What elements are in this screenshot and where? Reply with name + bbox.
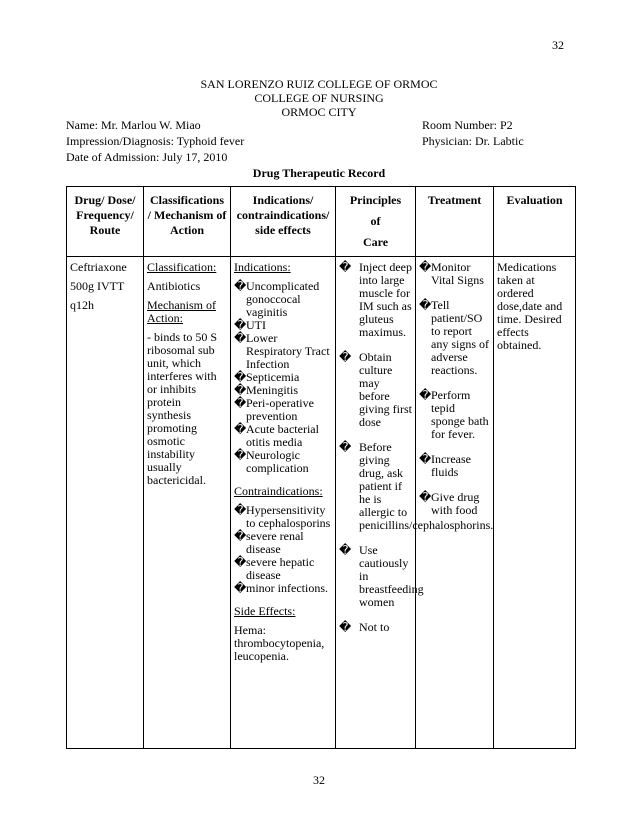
contraindication-item: �severe renal disease <box>234 529 304 556</box>
bullet-icon: � <box>339 440 352 454</box>
treatment-item: �Increase fluids <box>419 452 471 479</box>
record-title: Drug Therapeutic Record <box>252 166 386 180</box>
treatment-item: �Perform tepid sponge bath for fever. <box>419 388 489 441</box>
header-row <box>67 187 576 257</box>
drug-row <box>67 257 576 749</box>
bullet-icon: � <box>234 318 247 332</box>
drug-dose: 500g IVTT <box>70 279 125 293</box>
contraindication-item: �Hypersensitivity to cephalosporins <box>234 503 331 530</box>
bullet-icon: � <box>234 279 247 293</box>
moa-text: - binds to 50 S ribosomal sub unit, which interferes with or inhibits protein synthesis promoting osmotic instability usually bactericidal. <box>147 330 218 487</box>
bullet-icon: � <box>419 452 432 466</box>
header-principles <box>336 187 416 257</box>
admission-date: Date of Admission: July 17, 2010 <box>66 150 228 164</box>
header-principles-line3: Care <box>362 235 389 249</box>
classification-value: Antibiotics <box>147 279 201 293</box>
bullet-icon: � <box>234 331 247 345</box>
page-number-bottom: 32 <box>313 773 325 787</box>
treatment-item: �Monitor Vital Signs <box>419 260 484 287</box>
college-name: COLLEGE OF NURSING <box>254 91 384 105</box>
header-principles-line2: of <box>370 214 381 228</box>
bullet-icon: � <box>419 298 432 312</box>
indication-item: �Meningitis <box>234 383 299 397</box>
indication-item: �Acute bacterial otitis media <box>234 422 319 449</box>
side-effects-label: Side Effects: <box>234 604 296 618</box>
principle-item: � Inject deep into large muscle for IM such as gluteus maximus. <box>339 260 412 339</box>
principle-item: � Obtain culture may before giving first dose <box>339 350 412 429</box>
city-name: ORMOC CITY <box>281 105 357 119</box>
indication-item: �UTI <box>234 318 266 332</box>
principle-item: � Before giving drug, ask patient if he is allergic to penicillins/cephalosphorins. <box>339 440 494 532</box>
indication-item: �Neurologic complication <box>234 448 309 475</box>
bullet-icon: � <box>339 260 352 274</box>
indication-item: �Uncomplicated gonoccocal vaginitis <box>234 279 320 319</box>
patient-diagnosis: Impression/Diagnosis: Typhoid fever <box>66 134 245 148</box>
bullet-icon: � <box>234 396 247 410</box>
bullet-icon: � <box>234 422 247 436</box>
bullet-icon: � <box>419 388 432 402</box>
header-principles-line1: Principles <box>349 193 402 207</box>
header-evaluation: Evaluation <box>494 187 576 257</box>
indications-label: Indications: <box>234 260 291 274</box>
bullet-icon: � <box>234 529 247 543</box>
moa-label: Mechanism of Action: <box>147 298 216 325</box>
bullet-icon: � <box>234 383 247 397</box>
principle-item: � Use cautiously in breastfeeding women <box>339 543 424 609</box>
school-name: SAN LORENZO RUIZ COLLEGE OF ORMOC <box>200 77 438 91</box>
bullet-icon: � <box>339 543 352 557</box>
principle-item: � Not to <box>339 620 390 634</box>
indication-item: �Lower Respiratory Tract Infection <box>234 331 330 371</box>
treatment-cell <box>416 257 494 749</box>
contraindication-item: �minor infections. <box>234 581 328 595</box>
drug-name: Ceftriaxone <box>70 260 127 274</box>
side-effects-text: Hema: thrombocytopenia, leucopenia. <box>234 623 325 663</box>
bullet-icon: � <box>419 490 432 504</box>
indication-item: �Septicemia <box>234 370 300 384</box>
bullet-icon: � <box>234 503 247 517</box>
header-treatment: Treatment <box>416 187 494 257</box>
drug-therapeutic-table <box>66 186 576 749</box>
evaluation-cell <box>494 257 576 749</box>
treatment-item: �Give drug with food <box>419 490 480 517</box>
bullet-icon: � <box>234 370 247 384</box>
bullet-icon: � <box>234 555 247 569</box>
room-number: Room Number: P2 <box>422 118 513 132</box>
treatment-item: �Tell patient/SO to report any signs of adverse reactions. <box>419 298 489 377</box>
classification-cell <box>144 257 231 749</box>
drug-cell <box>67 257 144 749</box>
indications-cell <box>231 257 336 749</box>
evaluation-text: Medications taken at ordered dose,date and time. Desired effects obtained. <box>497 260 563 352</box>
bullet-icon: � <box>339 350 352 364</box>
bullet-icon: � <box>419 260 432 274</box>
classification-label: Classification: <box>147 260 217 274</box>
bullet-icon: � <box>234 448 247 462</box>
header-indications: Indications/ contraindications/ side effects <box>231 187 336 257</box>
bullet-icon: � <box>234 581 247 595</box>
contraindications-label: Contraindications: <box>234 484 323 498</box>
header-classification: Classifications / Mechanism of Action <box>144 187 231 257</box>
header-drug: Drug/ Dose/ Frequency/ Route <box>67 187 144 257</box>
drug-frequency: q12h <box>70 298 94 312</box>
contraindication-item: �severe hepatic disease <box>234 555 315 582</box>
page-number-top: 32 <box>552 38 564 52</box>
indication-item: �Peri-operative prevention <box>234 396 314 423</box>
patient-name: Name: Mr. Marlou W. Miao <box>66 118 201 132</box>
bullet-icon: � <box>339 620 352 634</box>
physician: Physician: Dr. Labtic <box>422 134 524 148</box>
